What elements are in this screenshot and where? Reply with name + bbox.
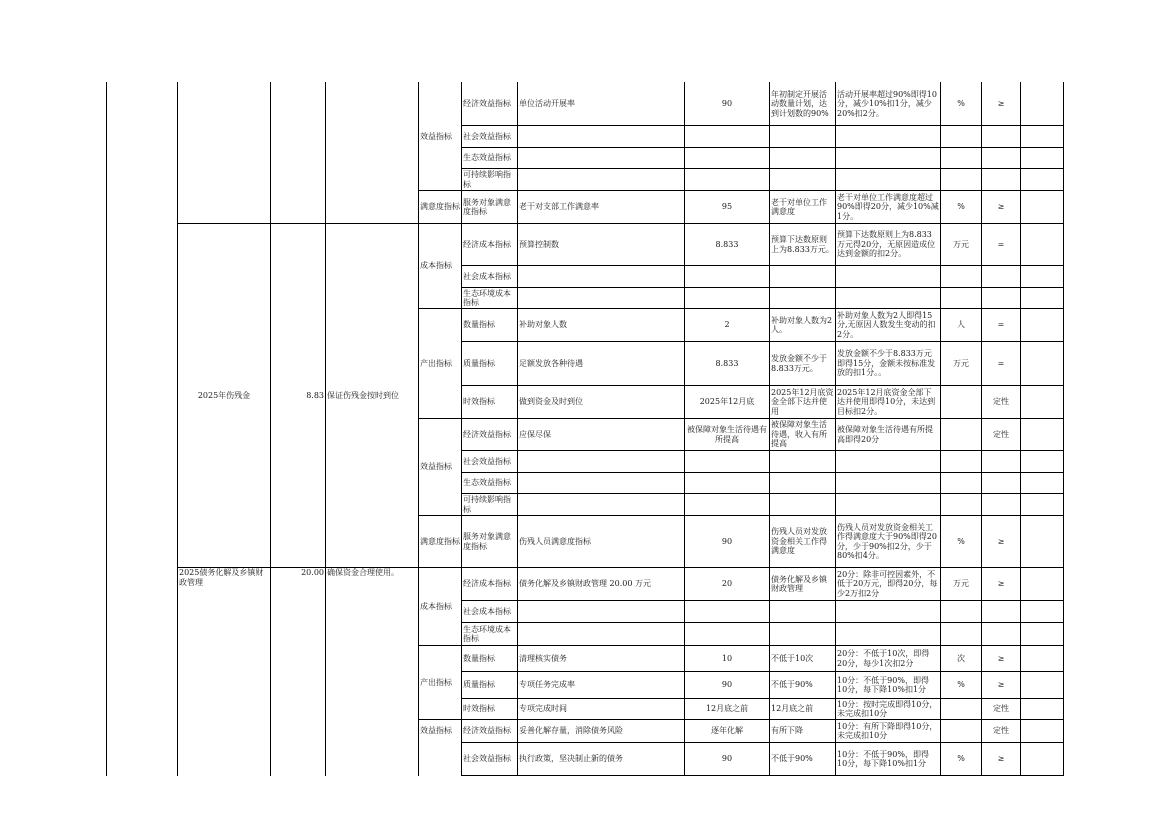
indicator-standard: 债务化解及乡镇财政管理 <box>771 574 827 593</box>
comparison-direction <box>983 288 1019 308</box>
indicator-value <box>686 169 768 190</box>
indicator-value <box>686 288 768 308</box>
indicator-value: 10 <box>721 653 733 663</box>
scoring-rule: 20分：除非可控因素外，不低于20万元，即得20分，每少2万扣2分 <box>837 569 938 598</box>
indicator-name <box>519 451 683 472</box>
indicator-value: 12月底之前 <box>705 704 749 714</box>
scoring-rule: 被保障对象生活待遇有所提高即得20分 <box>837 425 933 444</box>
measure-unit <box>942 169 980 190</box>
indicator-value <box>686 148 768 168</box>
comparison-direction: = <box>997 320 1005 330</box>
measure-unit <box>942 601 980 622</box>
indicator-name <box>519 601 683 622</box>
secondary-indicator: 社会效益指标 <box>463 754 511 764</box>
scoring-rule <box>837 126 939 147</box>
indicator-category: 成本指标 <box>420 261 452 271</box>
indicator-name <box>519 473 683 493</box>
scoring-rule <box>837 288 939 308</box>
indicator-value: 95 <box>721 202 733 212</box>
indicator-value <box>686 451 768 472</box>
indicator-value: 2 <box>724 320 730 330</box>
secondary-indicator: 生态环境成本指标 <box>463 288 511 307</box>
scoring-rule <box>837 169 939 190</box>
indicator-name <box>519 126 683 147</box>
scoring-rule: 老干对单位工作满意度超过90%即得20分，减少10%减1分。 <box>837 192 939 221</box>
indicator-name: 老干对支部工作满意率 <box>519 202 599 212</box>
secondary-indicator: 经济效益指标 <box>463 429 511 439</box>
indicator-name: 伤残人员满意度指标 <box>519 536 591 546</box>
indicator-name: 足额发放各种待遇 <box>519 358 583 368</box>
indicator-value <box>686 601 768 622</box>
indicator-standard <box>771 169 834 190</box>
measure-unit: % <box>957 536 965 546</box>
comparison-direction: 定性 <box>993 726 1009 736</box>
scoring-rule: 预算下达数原则上为8.833万元得20分，无原因造成位达到金额的扣2分。 <box>837 230 936 259</box>
secondary-indicator: 社会效益指标 <box>463 456 511 466</box>
indicator-standard <box>771 623 834 645</box>
measure-unit: 万元 <box>953 358 969 368</box>
measure-unit <box>942 494 980 515</box>
indicator-name: 单位活动开展率 <box>519 99 575 109</box>
measure-unit <box>942 623 980 645</box>
comparison-direction: ≥ <box>997 202 1005 212</box>
comparison-direction <box>983 126 1019 147</box>
measure-unit: 次 <box>957 653 965 663</box>
project-amount: 8.83 <box>306 390 324 400</box>
secondary-indicator: 生态环境成本指标 <box>463 624 511 643</box>
indicator-value: 8.833 <box>715 358 739 368</box>
secondary-indicator: 生态效益指标 <box>463 478 511 488</box>
indicator-value: 2025年12月底 <box>699 397 755 407</box>
indicator-name: 应保尽保 <box>519 429 551 439</box>
indicator-category: 效益指标 <box>420 131 452 141</box>
indicator-value: 20 <box>721 579 733 589</box>
indicator-name <box>519 266 683 287</box>
comparison-direction <box>983 473 1019 493</box>
measure-unit <box>942 473 980 493</box>
scoring-rule: 发放金额不少于8.833万元即得15分，金额未按标准发放的扣1分。。 <box>837 349 936 378</box>
comparison-direction <box>983 623 1019 645</box>
indicator-category: 效益指标 <box>420 726 452 736</box>
indicator-standard: 老干对单位工作满意度 <box>771 197 827 216</box>
secondary-indicator: 社会成本指标 <box>463 271 511 281</box>
secondary-indicator: 数量指标 <box>463 653 495 663</box>
secondary-indicator: 经济成本指标 <box>463 239 511 249</box>
indicator-name: 做到资金及时到位 <box>519 397 583 407</box>
indicator-value: 8.833 <box>715 239 739 249</box>
scoring-rule <box>837 623 939 645</box>
measure-unit <box>942 720 980 742</box>
indicator-standard <box>771 148 834 168</box>
indicator-value <box>686 623 768 645</box>
scoring-rule <box>837 473 939 493</box>
indicator-value <box>686 473 768 493</box>
indicator-standard: 发放金额不少于8.833万元。 <box>771 354 827 373</box>
scoring-rule: 补助对象人数为2人即得15分,无原因人数发生变动的扣2分。 <box>837 310 936 339</box>
measure-unit: 万元 <box>953 239 969 249</box>
indicator-value: 90 <box>721 680 733 690</box>
indicator-category: 效益指标 <box>420 462 452 472</box>
indicator-value: 90 <box>721 99 733 109</box>
scoring-rule: 伤残人员对发放资金相关工作得满意度大于90%即得20分，少于90%扣2分，少于80%扣4分。 <box>837 522 937 560</box>
project-name: 2025年伤残金 <box>197 390 251 400</box>
comparison-direction <box>983 266 1019 287</box>
comparison-direction: = <box>997 239 1005 249</box>
measure-unit <box>942 386 980 418</box>
scoring-rule <box>837 266 939 287</box>
indicator-name: 专项任务完成率 <box>519 680 575 690</box>
secondary-indicator: 质量指标 <box>463 358 495 368</box>
indicator-standard <box>771 451 834 472</box>
scoring-rule <box>837 451 939 472</box>
measure-unit <box>942 126 980 147</box>
indicator-name: 预算控制数 <box>519 239 559 249</box>
comparison-direction: ≥ <box>997 579 1005 589</box>
comparison-direction: 定性 <box>993 704 1009 714</box>
scoring-rule <box>837 494 939 515</box>
indicator-standard: 预算下达数原则上为8.833万元。 <box>771 235 834 254</box>
indicator-name: 补助对象人数 <box>519 320 567 330</box>
measure-unit <box>942 148 980 168</box>
measure-unit <box>942 266 980 287</box>
indicator-standard: 伤残人员对发放资金相关工作得满意度 <box>771 527 827 556</box>
comparison-direction: ≥ <box>997 680 1005 690</box>
measure-unit <box>942 288 980 308</box>
comparison-direction <box>983 148 1019 168</box>
indicator-value <box>686 494 768 515</box>
secondary-indicator: 社会成本指标 <box>463 606 511 616</box>
indicator-name <box>519 169 683 190</box>
indicator-category: 成本指标 <box>420 601 452 611</box>
indicator-value: 90 <box>721 536 733 546</box>
comparison-direction <box>983 169 1019 190</box>
comparison-direction <box>983 601 1019 622</box>
measure-unit <box>942 451 980 472</box>
measure-unit: % <box>957 99 965 109</box>
secondary-indicator: 服务对象满意度指标 <box>463 532 511 551</box>
comparison-direction: ≥ <box>997 653 1005 663</box>
measure-unit: % <box>957 754 965 764</box>
indicator-category: 满意度指标 <box>420 536 460 546</box>
comparison-direction: ≥ <box>997 754 1005 764</box>
indicator-standard: 不低于90% <box>771 754 813 764</box>
measure-unit: 人 <box>957 320 965 330</box>
indicator-standard: 12月底之前 <box>771 704 814 714</box>
indicator-standard: 补助对象人数为2人。 <box>771 315 833 334</box>
comparison-direction: = <box>997 358 1005 368</box>
comparison-direction: 定性 <box>993 397 1009 407</box>
scoring-rule: 2025年12月底资金全部下达并使用即得10分，未达到目标扣2分。 <box>837 387 936 416</box>
scoring-rule: 10分：按时完成即得10分，未完成扣10分 <box>837 699 938 718</box>
indicator-category: 产出指标 <box>420 358 452 368</box>
comparison-direction: 定性 <box>993 429 1009 439</box>
project-goal: 保证伤残金按时到位 <box>327 390 399 400</box>
secondary-indicator: 经济成本指标 <box>463 579 511 589</box>
scoring-rule: 20分：不低于10次，即得20分，每少1次扣2分 <box>837 649 930 668</box>
indicator-standard <box>771 288 834 308</box>
secondary-indicator: 可持续影响指标 <box>463 495 511 514</box>
indicator-standard: 2025年12月底资金全部下达并使用 <box>771 387 834 416</box>
indicator-name: 专项完成时间 <box>519 704 567 714</box>
secondary-indicator: 经济效益指标 <box>463 99 511 109</box>
indicator-name: 债务化解及乡镇财政管理 20.00 万元 <box>519 579 651 589</box>
measure-unit: % <box>957 680 965 690</box>
measure-unit <box>942 699 980 719</box>
indicator-standard <box>771 494 834 515</box>
scoring-rule: 活动开展率超过90%即得10分，减少10%扣1分，减少20%扣2分。 <box>837 89 937 118</box>
measure-unit: % <box>957 202 965 212</box>
secondary-indicator: 时效指标 <box>463 704 495 714</box>
measure-unit: 万元 <box>953 579 969 589</box>
comparison-direction: ≥ <box>997 99 1005 109</box>
secondary-indicator: 服务对象满意度指标 <box>463 197 511 216</box>
indicator-standard <box>771 473 834 493</box>
indicator-standard: 不低于10次 <box>771 653 814 663</box>
project-amount: 20.00 <box>301 568 324 577</box>
indicator-standard: 不低于90% <box>771 680 813 690</box>
indicator-standard: 被保障对象生活待遇，收入有所提高 <box>771 420 827 449</box>
comparison-direction <box>983 451 1019 472</box>
indicator-name: 妥善化解存量，消除债务风险 <box>519 726 623 736</box>
scoring-rule: 10分：不低于90%，即得10分，每下降10%扣1分 <box>837 749 929 768</box>
indicator-standard: 有所下降 <box>771 726 803 736</box>
project-goal: 确保资金合理使用。 <box>327 568 399 577</box>
secondary-indicator: 生态效益指标 <box>463 153 511 163</box>
indicator-value: 逐年化解 <box>711 726 743 736</box>
project-name: 2025债务化解及乡镇财政管理 <box>179 568 264 587</box>
indicator-name: 清理核实债务 <box>519 653 567 663</box>
indicator-value: 被保障对象生活待遇有所提高 <box>687 425 767 444</box>
scoring-rule <box>837 148 939 168</box>
secondary-indicator: 时效指标 <box>463 397 495 407</box>
comparison-direction <box>983 494 1019 515</box>
indicator-standard: 年初制定开展活动数量计划，达到计划数的90% <box>771 89 829 118</box>
comparison-direction: ≥ <box>997 536 1005 546</box>
indicator-name <box>519 494 683 515</box>
indicator-category: 满意度指标 <box>420 202 460 212</box>
scoring-rule <box>837 601 939 622</box>
indicator-category: 产出指标 <box>420 677 452 687</box>
secondary-indicator: 可持续影响指标 <box>463 170 511 189</box>
secondary-indicator: 数量指标 <box>463 320 495 330</box>
indicator-standard <box>771 266 834 287</box>
secondary-indicator: 经济效益指标 <box>463 726 511 736</box>
secondary-indicator: 质量指标 <box>463 680 495 690</box>
indicator-name <box>519 623 683 645</box>
indicator-name <box>519 288 683 308</box>
indicator-name <box>519 148 683 168</box>
indicator-value <box>686 126 768 147</box>
indicator-standard <box>771 601 834 622</box>
indicator-standard <box>771 126 834 147</box>
scoring-rule: 10分：有所下降即得10分，未完成扣10分 <box>837 721 938 740</box>
secondary-indicator: 社会效益指标 <box>463 131 511 141</box>
indicator-value <box>686 266 768 287</box>
scoring-rule: 10分：不低于90%，即得10分，每下降10%扣1分 <box>837 675 929 694</box>
measure-unit <box>942 419 980 450</box>
indicator-name: 执行政策，坚决制止新的债务 <box>519 754 623 764</box>
indicator-value: 90 <box>721 754 733 764</box>
